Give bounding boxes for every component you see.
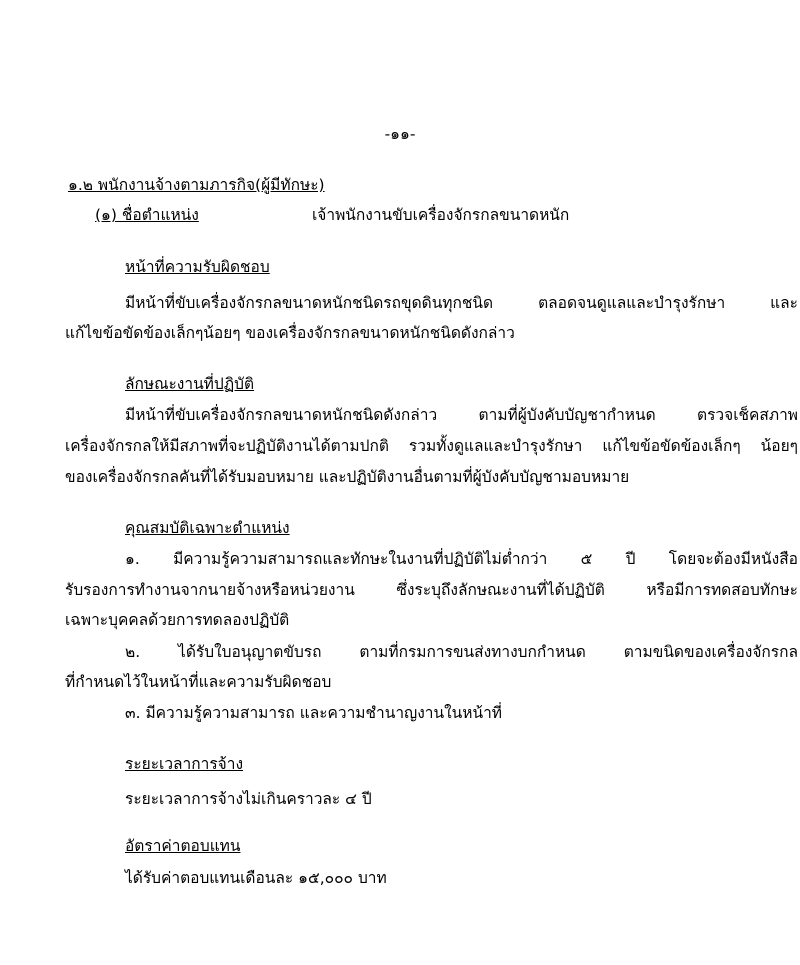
work-nature-line-1: มีหน้าที่ขับเครื่องจักรกลขนาดหนักชนิดดังกล่าว ตามที่ผู้บังคับบัญชากำหนด ตรวจเช็คสภาพ <box>125 406 798 424</box>
employment-period-heading: ระยะเวลาการจ้าง <box>125 755 244 773</box>
qualifications-line-2: รับรองการทำงานจากนายจ้างหรือหน่วยงาน ซึ่งระบุถึงลักษณะงานที่ได้ปฏิบัติ หรือมีการทดสอบทักษะ <box>65 581 798 599</box>
compensation-text: ได้รับค่าตอบแทนเดือนละ ๑๕,๐๐๐ บาท <box>125 869 387 887</box>
section-heading: ๑.๒ พนักงานจ้างตามภารกิจ(ผู้มีทักษะ) <box>68 176 325 194</box>
qualifications-line-6: ๓. มีความรู้ความสามารถ และความชำนาญงานในหน้าที่ <box>125 704 503 722</box>
duties-heading: หน้าที่ความรับผิดชอบ <box>125 258 270 276</box>
qualifications-line-4: ๒. ได้รับใบอนุญาตขับรถ ตามที่กรมการขนส่งทางบกกำหนด ตามขนิดของเครื่องจักรกล <box>125 643 798 661</box>
compensation-heading: อัตราค่าตอบแทน <box>125 837 241 855</box>
qualifications-line-3: เฉพาะบุคคลด้วยการทดลองปฏิบัติ <box>65 611 290 629</box>
qualifications-heading: คุณสมบัติเฉพาะตำแหน่ง <box>125 519 290 537</box>
qualifications-line-1: ๑. มีความรู้ความสามารถและทักษะในงานที่ปฏิบัติไม่ต่ำกว่า ๕ ปี โดยจะต้องมีหนังสือ <box>125 550 798 568</box>
position-value: เจ้าพนักงานขับเครื่องจักรกลขนาดหนัก <box>312 206 570 224</box>
duties-line-2: แก้ไขข้อขัดข้องเล็กๆน้อยๆ ของเครื่องจักรกลขนาดหนักชนิดดังกล่าว <box>65 324 515 342</box>
work-nature-heading: ลักษณะงานที่ปฏิบัติ <box>125 375 255 393</box>
duties-line-1: มีหน้าที่ขับเครื่องจักรกลขนาดหนักชนิดรถขุดดินทุกชนิด ตลอดจนดูแลและบำรุงรักษา และ <box>125 294 798 312</box>
work-nature-line-3: ของเครื่องจักรกลคันที่ได้รับมอบหมาย และปฏิบัติงานอื่นตามที่ผู้บังคับบัญชามอบหมาย <box>65 468 630 486</box>
work-nature-line-2: เครื่องจักรกลให้มีสภาพที่จะปฏิบัติงานได้ตามปกติ รวมทั้งดูแลและบำรุงรักษา แก้ไขข้อขัดข้องเล็กๆ น้อยๆ <box>65 437 798 455</box>
qualifications-line-5: ที่กำหนดไว้ในหน้าที่และความรับผิดชอบ <box>65 673 332 691</box>
employment-period-text: ระยะเวลาการจ้างไม่เกินคราวละ ๔ ปี <box>125 790 372 808</box>
position-label: (๑) ชื่อตำแหน่ง <box>95 206 199 224</box>
page-number: -๑๑- <box>384 125 416 143</box>
